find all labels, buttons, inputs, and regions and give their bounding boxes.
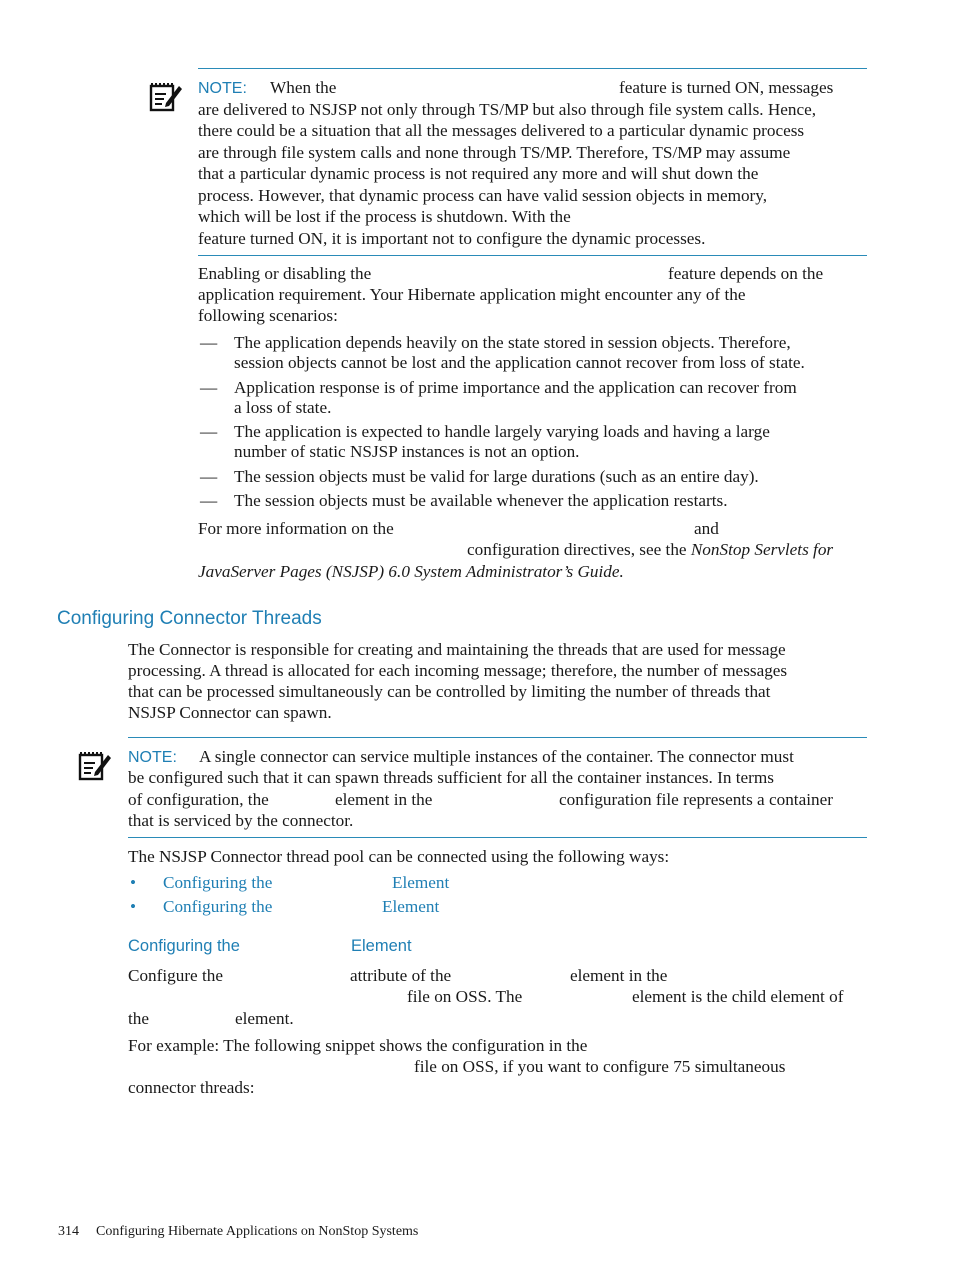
dash: — (200, 491, 218, 510)
section-para-line: that can be processed simultaneously can be controlled by limiting the number of threads that (128, 682, 771, 701)
pool-link-text[interactable]: Element (382, 897, 440, 916)
note1-line: are through file system calls and none through TS/MP. Therefore, TS/MP may assume (198, 143, 791, 162)
subsection-title-text: Element (351, 937, 412, 955)
section-para-line: The Connector is responsible for creating and maintaining the threads that are used for message (128, 640, 786, 659)
note2-text: of configuration, the (128, 790, 269, 809)
para1-line1 (198, 263, 867, 284)
para1-line: application requirement. Your Hibernate application might encounter any of the (198, 285, 746, 304)
scenario-text: The application depends heavily on the state stored in session objects. Therefore, (234, 333, 791, 352)
note2-top-rule (128, 737, 867, 738)
subsection-line1 (128, 965, 867, 986)
note-label: NOTE: (198, 80, 247, 97)
section-para-line: NSJSP Connector can spawn. (128, 703, 332, 722)
note2-line: be configured such that it can spawn threads sufficient for all the container instances. In terms (128, 768, 774, 787)
pool-link-text[interactable]: Element (392, 873, 450, 892)
dash: — (200, 378, 218, 397)
note2-text: element in the (335, 790, 433, 809)
moreinfo-text: For more information on the (198, 519, 394, 538)
section-title: Configuring Connector Threads (57, 608, 322, 629)
section-para-line: processing. A thread is allocated for each incoming message; therefore, the number of messages (128, 661, 788, 680)
subsection-title-text: Configuring the (128, 937, 240, 955)
scenario-text: The application is expected to handle largely varying loads and having a large (234, 422, 770, 441)
dash: — (200, 422, 218, 441)
scenario-text: The session objects must be available whenever the application restarts. (234, 491, 728, 510)
list-item[interactable] (128, 896, 528, 917)
note1-text: When the (270, 78, 337, 97)
subsection-text: the (128, 1009, 149, 1028)
note2-line3 (128, 789, 867, 810)
list-item[interactable] (128, 872, 528, 893)
subsection-text: attribute of the (350, 966, 452, 985)
note-icon (149, 80, 183, 112)
moreinfo-text: and (694, 519, 719, 538)
moreinfo-text: configuration directives, see the (467, 540, 687, 559)
note1-line: process. However, that dynamic process can have valid session objects in memory, (198, 186, 768, 205)
note2-line: that is serviced by the connector. (128, 811, 354, 830)
note2-line1 (128, 746, 867, 768)
subsection-title (128, 935, 528, 957)
pool-intro: The NSJSP Connector thread pool can be connected using the following ways: (128, 847, 670, 866)
note1-text: feature is turned ON, messages (619, 78, 834, 97)
note-label: NOTE: (128, 749, 177, 766)
note2-text: configuration file represents a container (559, 790, 833, 809)
note2-text: A single connector can service multiple instances of the container. The connector must (199, 747, 794, 766)
pool-link-text[interactable]: Configuring the (163, 897, 273, 916)
note1-line: feature turned ON, it is important not to configure the dynamic processes. (198, 229, 706, 248)
note1-line1 (198, 77, 867, 99)
moreinfo-line1 (198, 518, 867, 539)
note1-line: are delivered to NSJSP not only through TS/MP but also through file system calls. Hence, (198, 100, 817, 119)
scenario-text: Application response is of prime importance and the application can recover from (234, 378, 797, 397)
note1-line: there could be a situation that all the messages delivered to a particular dynamic process (198, 121, 805, 140)
guide-title-cont (198, 561, 624, 582)
para1-text: feature depends on the (668, 264, 824, 283)
subsection-line3 (128, 1008, 528, 1029)
note1-top-rule (198, 68, 867, 69)
note1-line: which will be lost if the process is shutdown. With the (198, 207, 571, 226)
scenario-text: session objects cannot be lost and the application cannot recover from loss of state. (234, 353, 805, 372)
guide-title: NonStop Servlets for (690, 540, 834, 559)
subsection-text: Configure the (128, 966, 223, 985)
note1-line: that a particular dynamic process is not required any more and will shut down the (198, 164, 759, 183)
footer-title: Configuring Hibernate Applications on NonStop Systems (96, 1224, 419, 1239)
para1-text: Enabling or disabling the (198, 264, 372, 283)
scenario-text: number of static NSJSP instances is not an option. (234, 442, 580, 461)
dash: — (200, 467, 218, 486)
para1-line: following scenarios: (198, 306, 338, 325)
example-line: For example: The following snippet shows the configuration in the (128, 1036, 588, 1055)
note1-bottom-rule (198, 255, 867, 256)
example-line: connector threads: (128, 1078, 255, 1097)
guide-title: JavaServer Pages (NSJSP) 6.0 System Administrator’s Guide. (198, 562, 624, 581)
moreinfo-line2 (467, 539, 833, 560)
subsection-text: element in the (570, 966, 668, 985)
scenario-text: a loss of state. (234, 398, 332, 417)
note-icon (78, 749, 112, 781)
pool-link-text[interactable]: Configuring the (163, 873, 273, 892)
bullet: • (130, 897, 137, 916)
scenario-text: The session objects must be valid for large durations (such as an entire day). (234, 467, 759, 486)
subsection-text: element. (235, 1009, 294, 1028)
dash: — (200, 333, 218, 352)
subsection-text: file on OSS. The (407, 987, 523, 1006)
subsection-text: element is the child element of (632, 987, 844, 1006)
page-number: 314 (58, 1224, 79, 1239)
bullet: • (130, 873, 137, 892)
note2-bottom-rule (128, 837, 867, 838)
example-line: file on OSS, if you want to configure 75 simultaneous (414, 1057, 786, 1076)
